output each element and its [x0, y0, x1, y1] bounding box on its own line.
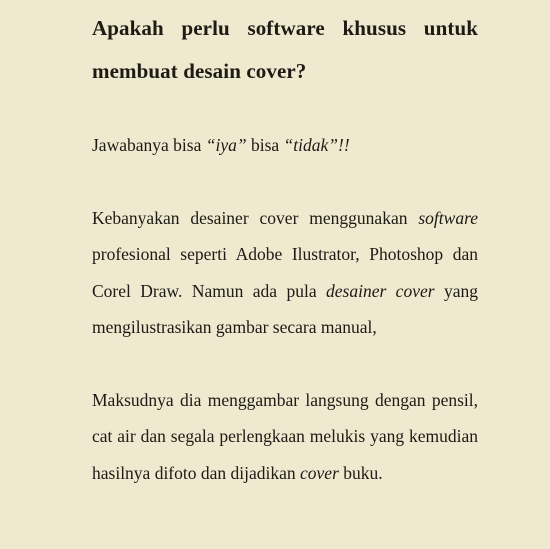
page-content	[92, 0, 478, 491]
paragraph-manual-text-b: buku.	[338, 462, 383, 483]
paragraph-manual-em-cover: cover	[300, 462, 339, 483]
paragraph-software	[92, 200, 478, 346]
answer-mid: bisa	[246, 135, 284, 155]
section-heading: Apakah perlu software khusus untuk membuat desain cover?	[92, 16, 478, 83]
answer-paragraph	[92, 127, 478, 164]
paragraph-software-em-software: software	[418, 207, 478, 228]
paragraph-manual-text-a: Maksudnya dia menggambar langsung dengan pensil, cat air dan segala perlengkaan melukis yang kemudian hasilnya difoto dan dijadikan	[92, 389, 478, 483]
answer-lead: Jawabanya bisa	[92, 135, 206, 155]
paragraph-software-text-c: yang mengilustrasikan gambar secara manual,	[92, 280, 478, 337]
paragraph-manual	[92, 382, 478, 492]
answer-yes: “iya”	[205, 135, 247, 155]
paragraph-software-text-b: profesional seperti Adobe Ilustrator, Photoshop dan Corel Draw. Namun ada pula	[92, 244, 478, 301]
paragraph-software-em-desainer: desainer cover	[326, 280, 435, 301]
answer-no: “tidak”!!	[283, 135, 350, 155]
paragraph-software-text-a: Kebanyakan desainer cover menggunakan	[92, 207, 419, 228]
